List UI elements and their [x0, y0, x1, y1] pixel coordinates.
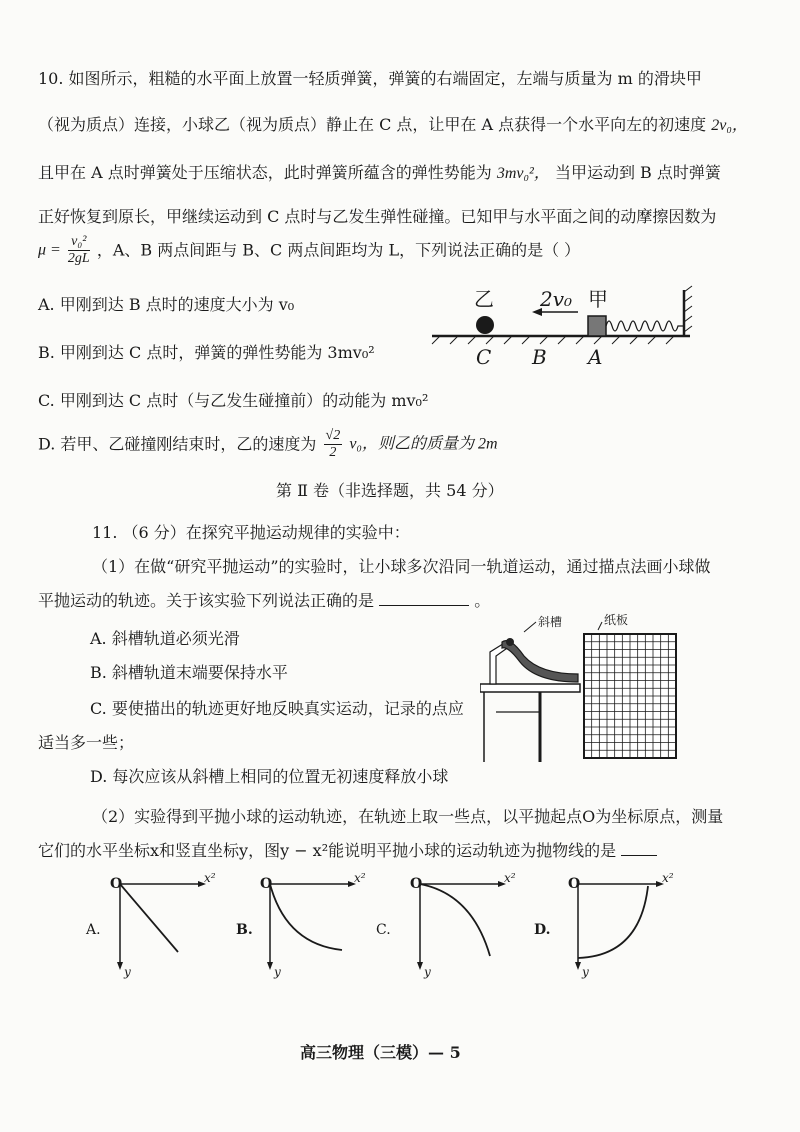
graph-d-y-label: y [582, 965, 589, 979]
q11-graph-a[interactable] [80, 872, 220, 986]
q10-option-d-numerator: √2 [325, 428, 341, 443]
q10-mu-denominator: 2gL [67, 251, 90, 266]
q10-spring [606, 321, 684, 331]
q11-answer-blank-1[interactable] [379, 591, 469, 606]
q10-line3-c: 当甲运动到 B 点时弹簧 [554, 163, 721, 182]
q10-line1: 10. 如图所示，粗糙的水平面上放置一轻质弹簧，弹簧的右端固定，左端与质量为 m 的滑块甲 [38, 69, 702, 88]
q11-option-d: D. 每次应该从斜槽上相同的位置无初速度释放小球 [90, 767, 449, 786]
q11-p1-line2 [38, 590, 490, 612]
graph-d-curve [578, 886, 648, 958]
q11-option-c-cont: 适当多一些； [38, 733, 135, 752]
graph-b-x-label: x² [354, 872, 366, 885]
q10-label-b: B [532, 345, 547, 369]
graph-d-origin: O [568, 876, 581, 892]
q10-mu-numerator: v₀² [68, 234, 90, 251]
q11-answer-blank-2[interactable] [621, 841, 657, 856]
graph-b-curve [270, 884, 342, 950]
q10-line5 [38, 234, 580, 274]
q10-ball-yi [476, 316, 494, 334]
q10-figure [428, 282, 700, 372]
apparatus-ball [506, 638, 514, 646]
q10-label-a: A [588, 345, 603, 369]
q10-label-v: 2v₀ [540, 287, 573, 311]
q10-line4: 正好恢复到原长，甲继续运动到 C 点时与乙发生弹性碰撞。已知甲与水平面之间的动摩擦因数为 [38, 207, 717, 226]
q10-option-d [38, 428, 498, 468]
q11-p1-line2-text: 平抛运动的轨迹。关于该实验下列说法正确的是 [38, 591, 375, 610]
q10-label-jia: 甲 [588, 287, 608, 311]
apparatus-slot-pointer [524, 622, 536, 632]
q11-graph-c[interactable] [372, 872, 522, 986]
graph-d-label: D. [534, 922, 551, 938]
graph-c-y-label: y [424, 965, 431, 979]
apparatus-label-board: 纸板 [604, 613, 629, 627]
graph-c-curve [420, 884, 490, 956]
graph-c-origin: O [410, 876, 423, 892]
q11-p2-line1: （2）实验得到平抛小球的运动轨迹，在轨迹上取一些点，以平抛起点O为坐标原点，测量 [92, 807, 724, 826]
graph-c-x-label: x² [504, 872, 516, 885]
section-title: 第 Ⅱ 卷（非选择题，共 54 分） [276, 481, 504, 500]
q10-line3 [38, 162, 721, 185]
graph-c-label: C. [376, 922, 391, 938]
q10-line2 [38, 114, 748, 137]
apparatus-table-top [480, 684, 580, 692]
q10-mu-fraction [68, 234, 90, 267]
q11-p2-line2-text: 它们的水平坐标x和竖直坐标y，图y − x²能说明平抛小球的运动轨迹为抛物线的是 [38, 841, 617, 860]
q11-header: 11. （6 分）在探究平抛运动规律的实验中： [92, 523, 410, 542]
q10-block-jia [588, 316, 606, 336]
graph-a-y-label: y [124, 965, 131, 979]
page-footer: 高三物理（三模）— 5 [300, 1043, 461, 1062]
q10-label-c: C [476, 345, 492, 369]
graph-a-x-label: x² [204, 872, 216, 885]
graph-a-curve [120, 884, 178, 952]
graph-b-y-label: y [274, 965, 281, 979]
q11-apparatus-figure [480, 612, 690, 762]
q11-option-b: B. 斜槽轨道末端要保持水平 [90, 663, 288, 682]
apparatus-label-slot: 斜槽 [538, 615, 563, 629]
q11-p1-line2-end: 。 [474, 591, 491, 610]
q11-graph-b[interactable] [230, 872, 370, 986]
apparatus-incline-slot [502, 641, 578, 682]
q10-option-d-text-b: v₀，则乙的质量为 2m [349, 435, 498, 453]
q11-graph-d[interactable] [530, 872, 680, 986]
q10-option-d-fraction [324, 428, 343, 461]
q10-option-d-text-a: D. 若甲、乙碰撞刚结束时，乙的速度为 [38, 434, 317, 454]
q10-option-b: B. 甲刚到达 C 点时，弹簧的弹性势能为 3mv₀² [38, 343, 375, 362]
graph-b-label: B. [236, 922, 253, 938]
apparatus-board-pointer [598, 622, 602, 630]
q10-option-a: A. 甲刚到达 B 点时的速度大小为 v₀ [38, 295, 295, 314]
q10-initial-velocity: 2v₀， [711, 117, 748, 134]
q11-option-c: C. 要使描出的轨迹更好地反映真实运动，记录的点应 [90, 699, 464, 718]
q10-line5-text: ，A、B 两点间距与 B、C 两点间距均为 L，下列说法正确的是（ ） [96, 240, 581, 260]
q11-p2-line2 [38, 840, 657, 862]
graph-b-origin: O [260, 876, 273, 892]
q10-mu-symbol: μ = [38, 241, 61, 259]
graph-a-origin: O [110, 876, 123, 892]
q11-option-a: A. 斜槽轨道必须光滑 [90, 629, 240, 648]
q10-elastic-energy: 3mv₀²， [496, 165, 550, 182]
q10-option-c: C. 甲刚到达 C 点时（与乙发生碰撞前）的动能为 mv₀² [38, 391, 429, 410]
q10-line2-text: （视为质点）连接，小球乙（视为质点）静止在 C 点，让甲在 A 点获得一个水平向左的初速度 [38, 115, 707, 134]
q11-p1-line1: （1）在做“研究平抛运动”的实验时，让小球多次沿同一轨道运动，通过描点法画小球做 [92, 557, 711, 576]
q10-label-yi: 乙 [474, 287, 494, 311]
q10-line3-a: 且甲在 A 点时弹簧处于压缩状态，此时弹簧所蕴含的弹性势能为 [38, 163, 492, 182]
q10-option-d-denominator: 2 [329, 445, 337, 460]
graph-a-label: A. [86, 922, 101, 938]
graph-d-x-label: x² [662, 872, 674, 885]
